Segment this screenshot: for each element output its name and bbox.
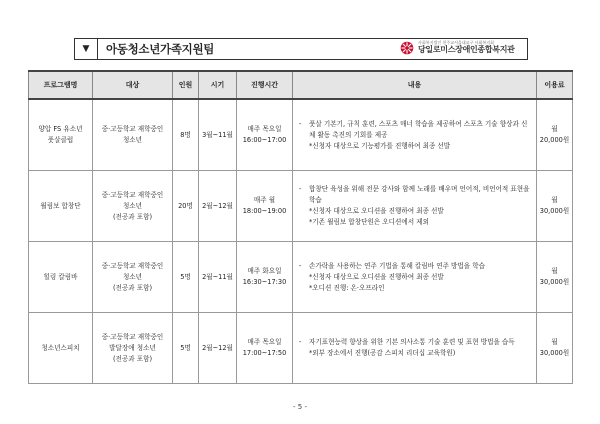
program-name-cell [29, 313, 93, 384]
text-line: 16:30~17:30 [242, 278, 287, 286]
fee-cell [537, 99, 573, 171]
period-cell: 2월~12월 [199, 313, 237, 384]
program-table [28, 70, 573, 384]
text-line: 월 [551, 196, 558, 204]
text-line: 30,000원 [539, 278, 570, 286]
table-row [29, 171, 573, 242]
text-line: 윌림보 합창단 [40, 201, 81, 210]
content-cell [293, 242, 537, 313]
text-line: 16:00~17:00 [242, 136, 287, 144]
count-cell: 8명 [173, 99, 199, 171]
org-logo-icon [400, 41, 414, 55]
text-line: 청소년 [122, 136, 143, 144]
count-cell: 20명 [173, 171, 199, 242]
text-line: 힐링 칼림바 [43, 272, 78, 281]
text-line: 중·고등학교 재학중인 [101, 261, 164, 270]
time-cell [237, 313, 293, 384]
content-bullet: - 손가락을 사용하는 연주 기법을 통해 칼림바 연주 방법을 학습 [299, 261, 486, 270]
text-line: 풋살클럽 [47, 136, 74, 144]
header-cell: 진행시간 [237, 71, 293, 99]
org-name: 당일로미스장애인종합복지관 [418, 45, 515, 54]
org-subtitle: 사회복지법인 천주교서울대교구 사회복지회 [418, 40, 494, 45]
text-line: (전공과 포함) [112, 283, 153, 292]
target-cell [93, 313, 173, 384]
content-note: *신청자 대상으로 오디션을 진행하여 최종 선발 [309, 272, 444, 281]
text-line: 발달장애 청소년 [109, 343, 156, 352]
fee-cell [537, 242, 573, 313]
program-name-cell [29, 171, 93, 242]
text-line: 30,000원 [539, 349, 570, 357]
table-header-row [29, 71, 573, 99]
content-note: *신청자 대상으로 오디션을 진행하여 최종 선발 [309, 207, 444, 215]
org-logo-block [400, 40, 515, 55]
content-note: *오디션 진행: 온·오프라인 [309, 283, 385, 292]
page-number: - 5 - [293, 403, 307, 411]
text-line: 20,000원 [539, 136, 570, 144]
content-note: *기존 윌림보 합창단원은 오디션에서 제외 [309, 218, 429, 226]
text-line: 월 [551, 267, 558, 275]
content-cell [293, 99, 537, 171]
header-cell: 대상 [93, 71, 173, 99]
content-bullet: - 풋살 기본기, 규칙 훈련, 스포츠 매너 학습을 제공하여 스포츠 기술 향상과 신체 활동 촉진의 기회를 제공 [299, 119, 530, 141]
text-line: 매주 화요일 [247, 267, 282, 275]
time-cell [237, 242, 293, 313]
text-line: 중·고등학교 재학중인 [101, 190, 164, 199]
table-row [29, 242, 573, 313]
section-title: 아동청소년가족지원팀 [106, 42, 215, 56]
text-line: 30,000원 [539, 207, 570, 215]
content-cell [293, 313, 537, 384]
text-line: 청소년스피치 [41, 343, 80, 352]
count-cell: 5명 [173, 313, 199, 384]
header-cell: 프로그램명 [29, 71, 93, 99]
content-text: 합창단 육성을 위해 전문 강사와 함께 노래를 배우며 언어적, 비언어적 표현을 학습 [309, 185, 530, 204]
count-cell: 5명 [173, 242, 199, 313]
fee-cell [537, 171, 573, 242]
text-line: 17:00~17:50 [242, 349, 287, 357]
fee-cell [537, 313, 573, 384]
triangle-down-icon: ▼ [75, 39, 98, 59]
target-cell [93, 242, 173, 313]
content-text: 풋살 기본기, 규칙 훈련, 스포츠 매너 학습을 제공하여 스포츠 기술 향상과 신체 활동 촉진의 기회를 제공 [309, 119, 528, 139]
text-line: 청소년 [122, 201, 143, 210]
header-cell: 시기 [199, 71, 237, 99]
header-cell: 인원 [173, 71, 199, 99]
content-text: 자기표현능력 향상을 위한 기본 의사소통 기술 훈련 및 표현 방법을 습득 [309, 338, 515, 346]
content-note: *신청자 대상으로 기능평가를 진행하여 최종 선발 [309, 141, 451, 150]
content-note: *외부 장소에서 진행(공감 스피치 리더십 교육학원) [309, 349, 456, 357]
text-line: 매주 목요일 [247, 338, 282, 346]
table-row [29, 99, 573, 171]
text-line: 중·고등학교 재학중인 [101, 332, 164, 341]
program-name-cell [29, 242, 93, 313]
text-line: 중·고등학교 재학중인 [101, 125, 164, 133]
content-cell [293, 171, 537, 242]
text-line: 월 [551, 125, 558, 133]
text-line: (전공과 포함) [112, 212, 153, 221]
program-name-cell [29, 99, 93, 171]
text-line: 양압 FS 유소년 [38, 125, 83, 133]
text-line: 월 [551, 338, 558, 346]
target-cell [93, 171, 173, 242]
content-bullet: - 자기표현능력 향상을 위한 기본 의사소통 기술 훈련 및 표현 방법을 습득 [299, 338, 515, 346]
content-text: 손가락을 사용하는 연주 기법을 통해 칼림바 연주 방법을 학습 [309, 261, 486, 270]
text-line: 매주 월 [253, 196, 276, 204]
period-cell: 2월~11월 [199, 242, 237, 313]
header-cell: 이용료 [537, 71, 573, 99]
text-line: 18:00~19:00 [242, 207, 287, 215]
period-cell: 3월~11월 [199, 99, 237, 171]
period-cell: 2월~12월 [199, 171, 237, 242]
time-cell [237, 171, 293, 242]
text-line: (전공과 포함) [112, 354, 153, 363]
target-cell [93, 99, 173, 171]
header-cell: 내용 [293, 71, 537, 99]
table-row [29, 313, 573, 384]
time-cell [237, 99, 293, 171]
text-line: 매주 목요일 [247, 125, 282, 133]
content-bullet: - 합창단 육성을 위해 전문 강사와 함께 노래를 배우며 언어적, 비언어적 표현을 학습 [299, 185, 530, 204]
text-line: 청소년 [122, 272, 143, 281]
